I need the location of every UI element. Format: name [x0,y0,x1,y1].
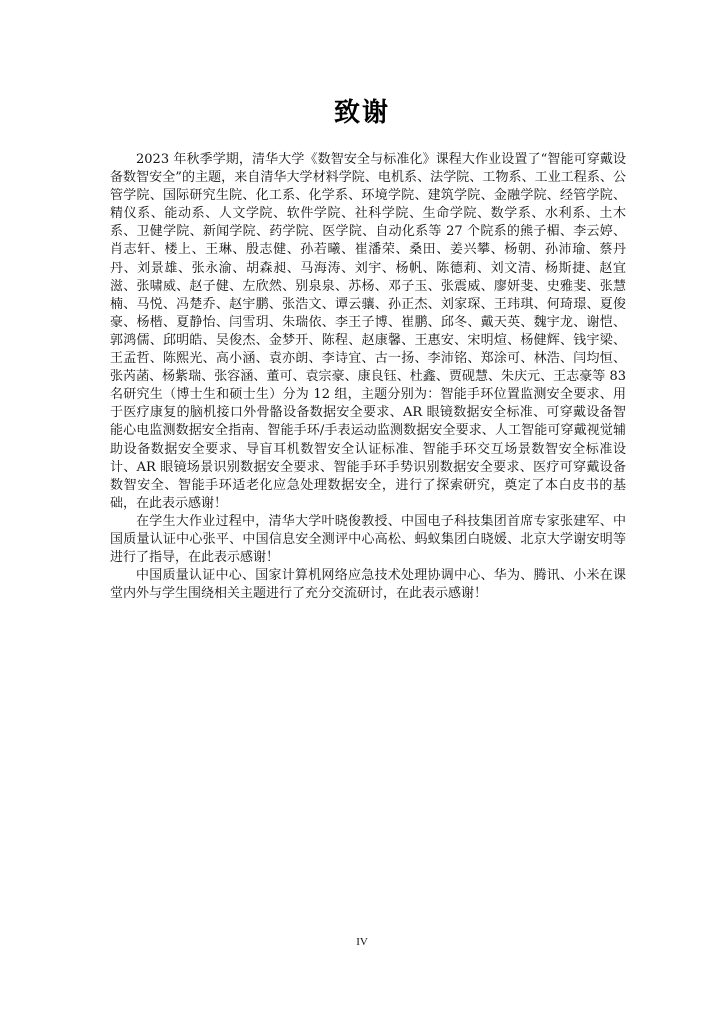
page-title: 致谢 [333,98,390,128]
page-number: IV [356,936,368,948]
paragraph-organizations: 中国质量认证中心、国家计算机网络应急技术处理协调中心、华为、腾讯、小米在课堂内外与学生围绕相关主题进行了充分交流研讨，在此表示感谢！ [110,568,626,602]
acknowledgement-body [110,151,626,603]
paragraph-advisors: 在学生大作业过程中，清华大学叶晓俊教授、中国电子科技集团首席专家张建军、中国质量认证中心张平、中国信息安全测评中心高松、蚂蚁集团白晓媛、北京大学谢安明等进行了指导，在此表示感谢！ [110,513,626,566]
paragraph-participants: 2023 年秋季学期，清华大学《数智安全与标准化》课程大作业设置了“智能可穿戴设备数智安全”的主题，来自清华大学材料学院、电机系、法学院、工物系、工业工程系、公管学院、国际研究生院、化工系、化学系、环境学院、建筑学院、金融学院、经管学院、精仪系、能动系、人文学院、软件学院、社科学院、生命学院、数学系、水利系、土木系、卫健学院、新闻学院、药学院、医学院、自动化系等 27 个院系的熊子楣、李云婷、肖志轩、楼上、王琳、殷志健、孙若曦、崔潘荣、桑田、姜兴攀、杨朝、孙沛瑜、蔡丹丹、刘景雄、张永渝、胡森昶、马海涛、刘宇、杨帆、陈德莉、刘文清、杨斯捷、赵宜滋、张啸威、赵子健、左欣然、别泉泉、苏杨、邓子玉、张震威、廖妍斐、史雅斐、张慧楠、马悦、冯楚乔、赵宇鹏、张浩文、谭云骧、孙正杰、刘家琛、王玮琪、何琦璟、夏俊豪、杨楷、夏静怡、闫雪玥、朱瑞依、李王子博、崔鹏、邱冬、戴天英、魏宇龙、谢恺、郭鸿儒、邱明皓、吴俊杰、金梦开、陈程、赵康馨、王惠安、宋明煊、杨健辉、钱宇梁、王孟哲、陈熙光、高小涵、袁亦朗、李诗宜、古一扬、李沛铭、郑涂可、林浩、闫均恒、张芮菡、杨紫瑞、张容涵、董可、袁宗豪、康良钰、杜鑫、贾砚慧、朱庆元、王志豪等 83 名研究生（博士生和硕士生）分为 12 组，主题分别为：智能手环位置监测安全要求、用于医疗康复的脑机接口外骨骼设备数据安全要求、AR 眼镜数据安全标准、可穿戴设备智能心电监测数据安全指南、智能手环/手表运动监测数据安全要求、人工智能可穿戴视觉辅助设备数据安全要求、导盲耳机数智安全认证标准、智能手环交互场景数智安全标准设计、AR 眼镜场景识别数据安全要求、智能手环手势识别数据安全要求、医疗可穿戴设备数智安全、智能手环适老化应急处理数据安全，进行了探索研究，奠定了本白皮书的基础，在此表示感谢！ [110,152,626,511]
